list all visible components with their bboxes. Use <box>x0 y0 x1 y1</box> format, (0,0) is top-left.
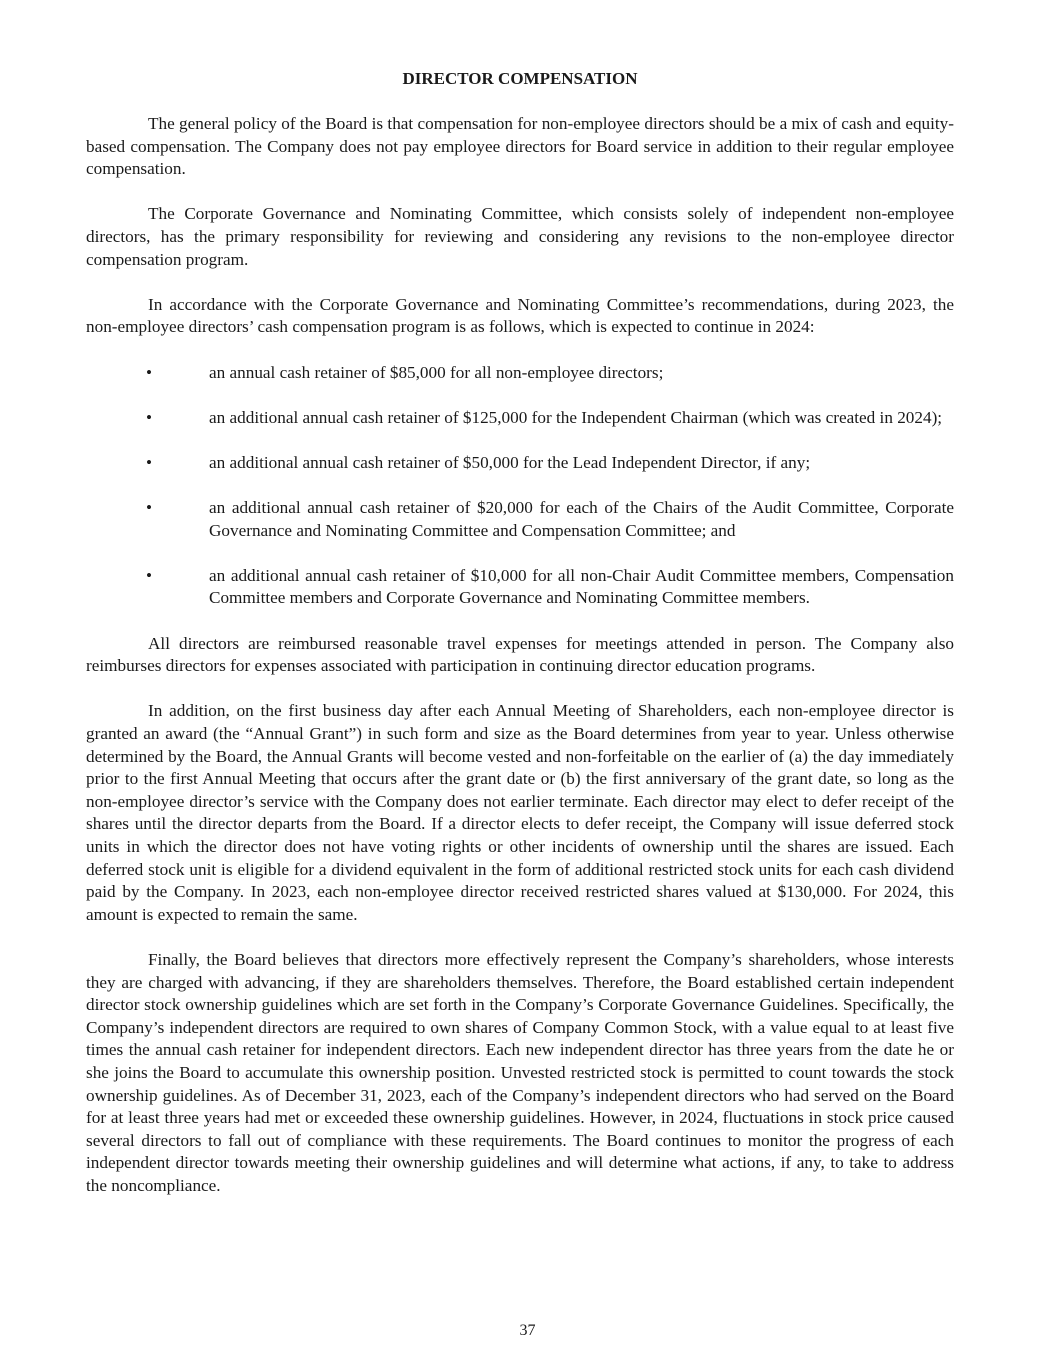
list-item-text: an additional annual cash retainer of $20,000 for each of the Chairs of the Audit Committee, Corporate Governance and Nominating Committee and Compensation Committee; and <box>209 498 954 540</box>
paragraph-stock-ownership: Finally, the Board believes that directors more effectively represent the Company’s shareholders, whose interests they are charged with advancing, if they are shareholders themselves. Therefore, the Board established certain independent director stock ownership guidelines which are set forth in the Company’s Corporate Governance Guidelines. Specifically, the Company’s independent directors are required to own shares of Company Common Stock, with a value equal to at least five times the annual cash retainer for independent directors. Each new independent director has three years from the date he or she joins the Board to accumulate this ownership position. Unvested restricted stock is permitted to count towards the stock ownership guidelines. As of December 31, 2023, each of the Company’s independent directors who had served on the Board for at least three years had met or exceeded these ownership guidelines. However, in 2024, fluctuations in stock price caused several directors to fall out of compliance with these requirements. The Board continues to monitor the progress of each independent director towards meeting their ownership guidelines and will determine what actions, if any, to take to address the noncompliance. <box>86 949 954 1195</box>
bullet-icon: • <box>146 565 153 585</box>
list-item-text: an additional annual cash retainer of $50,000 for the Lead Independent Director, if any; <box>209 452 811 472</box>
bullet-icon: • <box>146 407 153 427</box>
paragraph-annual-grant: In addition, on the first business day after each Annual Meeting of Shareholders, each non-employee director is granted an award (the “Annual Grant”) in such form and size as the Board determines from year to year. Unless otherwise determined by the Board, the Annual Grants will become vested and non-forfeitable on the earlier of (a) the day immediately prior to the first Annual Meeting that occurs after the grant date or (b) the first anniversary of the grant date, so long as the non-employee director’s service with the Company does not earlier terminate. Each director may elect to defer receipt of the shares until the director departs from the Board. If a director elects to defer receipt, the Company will issue deferred stock units in which the director does not have voting rights or other incidents of ownership until the shares are issued. Each deferred stock unit is eligible for a dividend equivalent in the form of additional restricted stock units for each cash dividend paid by the Company. In 2023, each non-employee director received restricted shares valued at $130,000. For 2024, this amount is expected to remain the same. <box>86 701 954 924</box>
bullet-icon: • <box>146 362 153 382</box>
list-item <box>86 407 954 430</box>
list-item-text: an additional annual cash retainer of $10,000 for all non-Chair Audit Committee members, Compensation Committee members and Corporate Governance and Nominating Committee members. <box>209 565 954 608</box>
document-page <box>86 68 954 1220</box>
paragraph-committee-responsibility: The Corporate Governance and Nominating Committee, which consists solely of independent non-employee directors, has the primary responsibility for reviewing and considering any revisions to the non-employee director compensation program. <box>86 204 954 269</box>
list-item <box>86 362 954 385</box>
section-title: DIRECTOR COMPENSATION <box>402 69 638 88</box>
list-item <box>86 452 954 475</box>
list-item <box>86 565 954 610</box>
list-item <box>86 497 954 542</box>
list-item-text: an additional annual cash retainer of $125,000 for the Independent Chairman (which was created in 2024); <box>209 407 943 427</box>
paragraph-travel-expenses: All directors are reimbursed reasonable travel expenses for meetings attended in person. The Company also reimburses directors for expenses associated with participation in continuing director education programs. <box>86 633 954 676</box>
bullet-icon: • <box>146 452 153 472</box>
page-number: 37 <box>519 1322 536 1339</box>
cash-retainer-list <box>86 362 954 611</box>
list-item-text: an annual cash retainer of $85,000 for all non-employee directors; <box>209 362 664 382</box>
bullet-icon: • <box>146 498 153 518</box>
paragraph-cash-program-intro: In accordance with the Corporate Governance and Nominating Committee’s recommendations, during 2023, the non-employee directors’ cash compensation program is as follows, which is expected to continue in 2024: <box>86 294 954 337</box>
paragraph-general-policy: The general policy of the Board is that compensation for non-employee directors should be a mix of cash and equity-based compensation. The Company does not pay employee directors for Board service in addition to their regular employee compensation. <box>86 114 954 179</box>
